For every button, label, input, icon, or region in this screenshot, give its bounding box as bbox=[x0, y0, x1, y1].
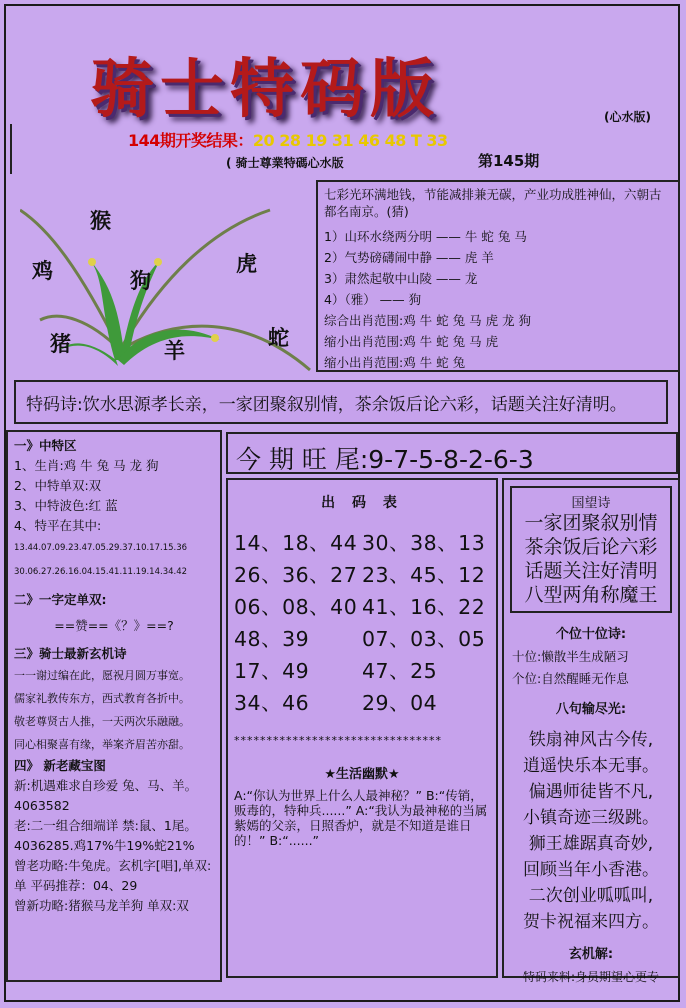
number-cell: 17、49 bbox=[234, 659, 310, 683]
prediction-item: 4、特平在其中: bbox=[14, 518, 102, 533]
table-title: 出 码 表 bbox=[321, 495, 403, 511]
riddle-intro: 七彩光环满地钱，节能减排兼无碳，产业功成胜神仙，六朝古都名南京。(猜) bbox=[324, 187, 662, 219]
eight-line: 回顾当年小香港。 bbox=[523, 860, 659, 880]
subtitle: ( 骑士尊業特碼心水版 bbox=[226, 156, 344, 170]
treasure-line: 曾新功略:猪猴马龙羊狗 单双:双 bbox=[14, 898, 189, 913]
right-column bbox=[502, 478, 680, 984]
mystery-line: 同心相聚喜有缘，举案齐眉苦亦甜。 bbox=[14, 738, 190, 751]
poem-line: 话题关注好清明 bbox=[524, 560, 658, 582]
number-cell: 06、08、40 bbox=[234, 595, 358, 619]
riddle-line: 3）肃然起敬中山陵 —— 龙 bbox=[324, 271, 478, 286]
poem-line: 一家团聚叙别情 bbox=[524, 512, 658, 534]
treasure-line: 新:机遇难求自珍爱 兔、马、羊。4063582 bbox=[14, 778, 198, 813]
eight-line: 偏遇师徒皆不凡, bbox=[528, 782, 654, 802]
riddle-line: 1）山环水绕两分明 —— 牛 蛇 兔 马 bbox=[324, 229, 527, 244]
number-table-panel bbox=[226, 478, 498, 978]
page-title: 骑士特码版 bbox=[90, 52, 440, 127]
national-poem-box bbox=[510, 486, 672, 613]
treasure-line: 老:二一组合细端详 禁:鼠、1尾。4036285.鸡17%牛19%蛇21% bbox=[14, 818, 197, 853]
eight-line: 小镇奇迹三级跳。 bbox=[523, 808, 659, 828]
eight-line: 铁扇神风古今传, bbox=[528, 730, 654, 750]
treasure-line: 曾老功略:牛兔虎。玄机字[唱],单双:单 平码推荐：04、29 bbox=[14, 858, 212, 893]
zodiac-snake: 蛇 bbox=[268, 326, 289, 350]
riddle-line: 2）气势磅礴闹中静 —— 虎 羊 bbox=[324, 250, 494, 265]
section-title: 三》骑士最新玄机诗 bbox=[14, 646, 127, 661]
prediction-item: 2、中特单双:双 bbox=[14, 478, 102, 493]
zodiac-pig: 猪 bbox=[50, 332, 71, 356]
number-cell: 30、38、13 bbox=[362, 531, 486, 555]
number-list: 13.44.07.09.23.47.05.29.37.10.17.15.36 bbox=[14, 543, 188, 553]
riddle-line: 缩小出肖范围:鸡 牛 蛇 兔 马 虎 bbox=[324, 334, 499, 349]
eight-line: 二次创业呱呱叫, bbox=[528, 886, 654, 906]
number-cell: 41、16、22 bbox=[362, 595, 486, 619]
zodiac-goat: 羊 bbox=[164, 339, 185, 363]
number-cell: 29、04 bbox=[362, 691, 438, 715]
edition-label: (心水版) bbox=[604, 110, 651, 124]
number-cell: 23、45、12 bbox=[362, 563, 486, 587]
riddle-title: 玄机解: bbox=[568, 947, 614, 962]
poem-line: 八型两角称魔王 bbox=[524, 584, 658, 606]
eight-line: 贺卡祝福来四方。 bbox=[523, 912, 659, 932]
mystery-line: 敬老尊贤古人推，一天两次乐融融。 bbox=[14, 715, 190, 728]
result-label: 144期开奖结果： bbox=[128, 131, 253, 150]
poem-line: 茶余饭后论六彩 bbox=[524, 536, 658, 558]
result-numbers: 20 28 19 31 46 48 T 33 bbox=[252, 131, 448, 150]
digits-title: 个位十位诗: bbox=[555, 627, 627, 642]
riddle-text: 特码来料:身员期望心更专 bbox=[522, 970, 660, 984]
riddle-line: 综合出肖范围:鸡 牛 蛇 兔 马 虎 龙 狗 bbox=[324, 313, 532, 328]
zodiac-tiger: 虎 bbox=[236, 252, 257, 276]
joke-text: A:“你认为世界上什么人最神秘？” B:“传销，贩毒的，特种兵......” A:“我认为最神秘的当属紫嫣的父亲，日照香炉，就是不知道是谁日的！” B:“......” bbox=[234, 788, 488, 848]
number-cell: 47、25 bbox=[362, 659, 438, 683]
prediction-item: 3、中特波色:红 蓝 bbox=[14, 498, 118, 513]
mystery-line: 一一谢过编在此，愿祝月圆万事宽。 bbox=[14, 669, 190, 682]
zodiac-dog: 狗 bbox=[130, 269, 151, 293]
section-title: 一》中特区 bbox=[14, 438, 77, 453]
zodiac-rooster: 鸡 bbox=[32, 259, 53, 283]
eight-title: 八句输尽光: bbox=[555, 702, 627, 717]
riddle-line: 缩小出肖范围:鸡 牛 蛇 兔 bbox=[324, 355, 466, 370]
period-number: 第145期 bbox=[478, 152, 540, 170]
tema-poem: 特码诗:饮水思源孝长亲，一家团聚叙别情，茶余饭后论六彩，话题关注好清明。 bbox=[14, 380, 668, 424]
lucky-tails: 今 期 旺 尾:9-7-5-8-2-6-3 bbox=[226, 432, 678, 474]
digit-line: 十位:懒散半生成陋习 bbox=[512, 649, 629, 664]
draw-result bbox=[128, 128, 448, 151]
single-double-hint: ==赞==《？》==? bbox=[54, 618, 174, 633]
eight-line: 狮王雄踞真奇妙, bbox=[528, 834, 654, 854]
eight-line: 逍遥快乐本无事。 bbox=[523, 756, 659, 776]
section-title: 四》 新老藏宝图 bbox=[14, 758, 106, 773]
number-cell: 34、46 bbox=[234, 691, 310, 715]
number-grid bbox=[234, 526, 490, 716]
riddle-poem-panel bbox=[316, 180, 680, 372]
number-cell: 14、18、44 bbox=[234, 531, 358, 555]
number-cell: 48、39 bbox=[234, 627, 310, 651]
number-cell: 26、36、27 bbox=[234, 563, 358, 587]
mystery-line: 儒家礼教传东方，西式教育各折中。 bbox=[14, 692, 190, 705]
digit-line: 个位:自然醒睡无作息 bbox=[512, 671, 629, 686]
star-divider: ******************************** bbox=[234, 734, 442, 747]
zodiac-monkey: 猴 bbox=[90, 209, 111, 233]
poem-title: 国望诗 bbox=[571, 496, 611, 511]
number-list: 30.06.27.26.16.04.15.41.11.19.14.34.42 bbox=[14, 567, 188, 577]
section-title: 二》一字定单双: bbox=[14, 592, 107, 607]
joke-title: ★生活幽默★ bbox=[324, 767, 400, 782]
prediction-item: 1、生肖:鸡 牛 兔 马 龙 狗 bbox=[14, 458, 159, 473]
left-column bbox=[6, 430, 222, 982]
number-cell: 07、03、05 bbox=[362, 627, 486, 651]
riddle-line: 4）（雅） —— 狗 bbox=[324, 292, 422, 307]
